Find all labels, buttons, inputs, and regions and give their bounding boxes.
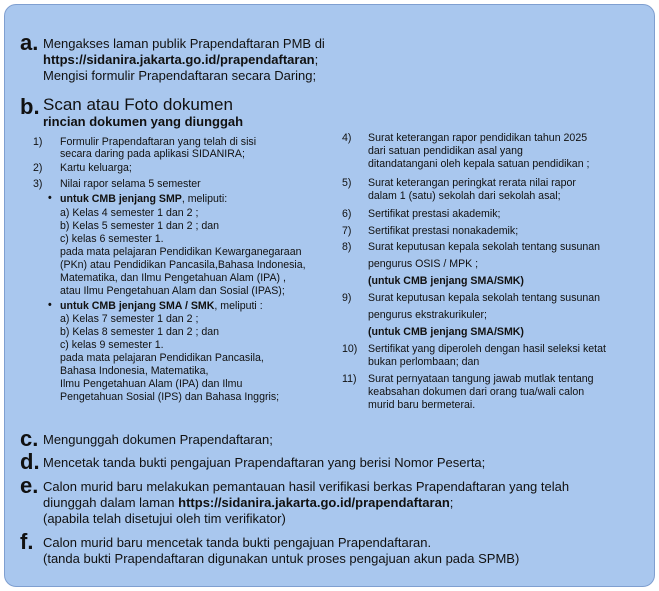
- sma-item-a: a) Kelas 7 semester 1 dan 2 ;: [60, 313, 199, 325]
- step-e-line1: Calon murid baru melakukan pemantauan hasil verifikasi berkas Prapendaftaran yang telah: [43, 479, 570, 494]
- doc-10-line2: bukan perlombaan; dan: [368, 356, 480, 368]
- doc-8-number: 8): [342, 241, 352, 253]
- doc-4-number: 4): [342, 132, 352, 144]
- step-e-url-semicolon: ;: [449, 495, 454, 510]
- step-b-letter: b.: [20, 94, 40, 119]
- doc-5-line1: Surat keterangan peringkat rerata nilai rapor: [368, 177, 576, 189]
- smp-item-a: a) Kelas 4 semester 1 dan 2 ;: [60, 207, 199, 219]
- sma-item-c: c) kelas 9 semester 1.: [60, 339, 164, 351]
- smp-subjects-2: (PKn) atau Pendidikan Pancasila,Bahasa Indonesia,: [60, 259, 306, 271]
- doc-2-number: 2): [33, 162, 43, 174]
- smp-item-b: b) Kelas 5 semester 1 dan 2 ; dan: [60, 220, 219, 232]
- doc-8-line1: Surat keputusan kepala sekolah tentang susunan: [368, 241, 601, 253]
- smp-bullet: •: [48, 192, 52, 204]
- sma-bullet: •: [48, 299, 52, 311]
- step-a-url[interactable]: [43, 52, 318, 68]
- step-c-letter: c.: [20, 426, 39, 451]
- doc-1-line1: Formulir Prapendaftaran yang telah di sisi: [60, 136, 257, 148]
- doc-1-number: 1): [33, 136, 43, 148]
- step-f-letter: f.: [20, 529, 34, 554]
- doc-3-text: Nilai rapor selama 5 semester: [60, 178, 201, 190]
- doc-10-line1: Sertifikat yang diperoleh dengan hasil seleksi ketat: [368, 343, 606, 355]
- smp-heading-bold: untuk CMB jenjang SMP: [60, 193, 182, 205]
- doc-8-line2: pengurus OSIS / MPK ;: [368, 258, 479, 270]
- sma-subjects-4: Pengetahuan Sosial (IPS) dan Bahasa Inggris;: [60, 391, 280, 403]
- smp-subjects-4: atau Ilmu Pengetahuan Alam dan Sosial (IPAS);: [60, 285, 285, 297]
- doc-6-number: 6): [342, 208, 352, 220]
- sma-subjects-2: Bahasa Indonesia, Matematika,: [60, 365, 209, 377]
- sma-heading: [60, 300, 263, 313]
- doc-11-number: 11): [342, 373, 357, 385]
- doc-7-text: Sertifikat prestasi nonakademik;: [368, 225, 519, 237]
- doc-2-text: Kartu keluarga;: [60, 162, 132, 174]
- smp-subjects-1: pada mata pelajaran Pendidikan Kewarganegaraan: [60, 246, 302, 258]
- smp-item-c: c) kelas 6 semester 1.: [60, 233, 164, 245]
- sma-item-b: b) Kelas 8 semester 1 dan 2 ; dan: [60, 326, 219, 338]
- step-f-line2: (tanda bukti Prapendaftaran digunakan untuk proses pengajuan akun pada SPMB): [43, 551, 520, 566]
- step-c-text: Mengunggah dokumen Prapendaftaran;: [43, 432, 273, 447]
- doc-1-line2: secara daring pada aplikasi SIDANIRA;: [60, 148, 245, 160]
- sma-heading-bold: untuk CMB jenjang SMA / SMK: [60, 300, 215, 312]
- step-a-line1: Mengakses laman publik Prapendaftaran PMB di: [43, 36, 325, 51]
- step-b-title: Scan atau Foto dokumen: [43, 95, 233, 114]
- doc-9-line1: Surat keputusan kepala sekolah tentang susunan: [368, 292, 601, 304]
- doc-7-number: 7): [342, 225, 352, 237]
- step-e-line3: (apabila telah disetujui oleh tim verifikator): [43, 511, 286, 526]
- info-card: [4, 4, 655, 587]
- doc-8-note: (untuk CMB jenjang SMA/SMK): [368, 275, 524, 287]
- step-a-letter: a.: [20, 30, 39, 55]
- step-e-line2-prefix: diunggah dalam laman: [43, 495, 179, 510]
- doc-9-note: (untuk CMB jenjang SMA/SMK): [368, 326, 524, 338]
- step-e-url[interactable]: https://sidanira.jakarta.go.id/prapendaftaran: [178, 495, 450, 510]
- step-a-url-semicolon: ;: [314, 52, 319, 67]
- step-d-letter: d.: [20, 449, 40, 474]
- smp-heading: [60, 193, 227, 206]
- doc-11-line3: murid baru bermeterai.: [368, 399, 476, 411]
- step-e-line2: [43, 495, 453, 511]
- step-a-url-text: https://sidanira.jakarta.go.id/prapendaftaran: [43, 52, 315, 67]
- doc-9-line2: pengurus ekstrakurikuler;: [368, 309, 487, 321]
- doc-3-number: 3): [33, 178, 43, 190]
- doc-6-text: Sertifikat prestasi akademik;: [368, 208, 501, 220]
- doc-4-line2: dari satuan pendidikan asal yang: [368, 145, 523, 157]
- sma-heading-rest: , meliputi :: [214, 300, 263, 312]
- doc-11-line2: keabsahan dokumen dari orang tua/wali calon: [368, 386, 585, 398]
- smp-heading-rest: , meliputi:: [181, 193, 228, 205]
- doc-4-line3: ditandatangani oleh kepala satuan pendidikan ;: [368, 158, 590, 170]
- step-a-line3: Mengisi formulir Prapendaftaran secara Daring;: [43, 68, 317, 83]
- doc-5-line2: dalam 1 (satu) sekolah dari sekolah asal;: [368, 190, 561, 202]
- step-d-text: Mencetak tanda bukti pengajuan Prapendaftaran yang berisi Nomor Peserta;: [43, 455, 486, 470]
- sma-subjects-3: Ilmu Pengetahuan Alam (IPA) dan Ilmu: [60, 378, 243, 390]
- step-f-line1: Calon murid baru mencetak tanda bukti pengajuan Prapendaftaran.: [43, 535, 432, 550]
- doc-4-line1: Surat keterangan rapor pendidikan tahun 2025: [368, 132, 588, 144]
- smp-subjects-3: Matematika, dan Ilmu Pengetahuan Alam (IPA) ,: [60, 272, 286, 284]
- doc-10-number: 10): [342, 343, 358, 355]
- step-e-letter: e.: [20, 473, 39, 498]
- doc-5-number: 5): [342, 177, 352, 189]
- doc-9-number: 9): [342, 292, 352, 304]
- sma-subjects-1: pada mata pelajaran Pendidikan Pancasila,: [60, 352, 264, 364]
- step-b-subtitle: rincian dokumen yang diunggah: [43, 114, 244, 129]
- doc-11-line1: Surat pernyataan tangung jawab mutlak tentang: [368, 373, 594, 385]
